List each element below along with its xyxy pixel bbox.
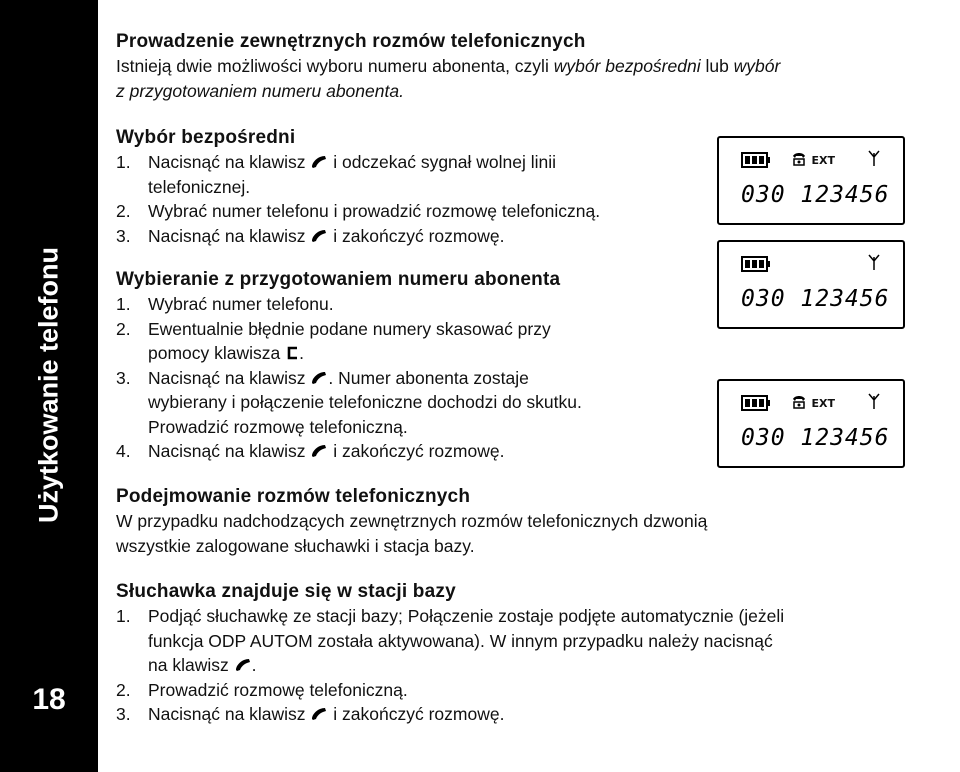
sidebar	[0, 0, 98, 772]
text: Nacisnąć na klawisz	[148, 225, 311, 246]
body-text: wszystkie zalogowane słuchawki i stacja bazy.	[116, 535, 475, 556]
step-number: 2.	[116, 318, 131, 339]
battery-icon	[741, 395, 771, 411]
intro-text-2	[116, 79, 936, 104]
handset-icon	[310, 154, 328, 170]
list-item	[116, 439, 716, 464]
dialed-number: 030 123456	[741, 425, 890, 451]
text: Nacisnąć na klawisz	[148, 704, 311, 724]
dialed-number: 030 123456	[741, 182, 890, 208]
list-item	[116, 292, 716, 317]
line-phone-icon	[791, 393, 807, 409]
section-direct	[116, 126, 716, 248]
handset-icon	[310, 443, 328, 459]
text: lub	[700, 56, 734, 76]
text: Istnieją dwie możliwości wyboru numeru abonenta, czyli	[116, 56, 554, 76]
section-incoming	[116, 485, 936, 558]
step-number: 3.	[116, 225, 131, 246]
step-number: 4.	[116, 441, 131, 461]
section-title: Podejmowanie rozmów telefonicznych	[116, 486, 471, 507]
handset-icon	[310, 228, 328, 244]
battery-icon	[741, 152, 771, 168]
section-in-base	[116, 580, 936, 727]
step-number: 3.	[116, 704, 131, 724]
step-number: 1.	[116, 294, 131, 314]
section-title: Wybieranie z przygotowaniem numeru abonenta	[116, 269, 561, 290]
handset-icon	[310, 706, 328, 722]
emphasis: wybór	[733, 56, 781, 76]
antenna-icon	[867, 253, 881, 271]
emphasis: wybór bezpośredni	[553, 56, 701, 76]
text: . Numer abonenta zostaje	[328, 367, 529, 388]
list-item	[116, 366, 716, 440]
line-status	[791, 393, 835, 412]
ext-label: EXT	[811, 397, 835, 410]
list-item	[116, 604, 936, 678]
text: Prowadzić rozmowę telefoniczną.	[148, 416, 408, 437]
lcd-display	[717, 240, 905, 329]
text: na klawisz	[148, 655, 234, 675]
antenna-icon	[867, 392, 881, 410]
section-title: Słuchawka znajduje się w stacji bazy	[116, 581, 456, 602]
line-phone-icon	[791, 150, 807, 166]
step-number: 1.	[116, 152, 131, 172]
text: .	[399, 80, 404, 101]
text: Nacisnąć na klawisz	[148, 441, 311, 461]
ext-label: EXT	[811, 154, 835, 167]
chapter-title: Użytkowanie telefonu	[33, 246, 64, 524]
step-number: 2.	[116, 679, 131, 700]
list-item	[116, 224, 716, 249]
text: pomocy klawisza	[148, 343, 286, 363]
body-text: W przypadku nadchodzących zewnętrznych rozmów telefonicznych dzwonią	[116, 511, 708, 531]
text: wybierany i połączenie telefoniczne dochodzi do skutku.	[148, 392, 582, 412]
step-number: 2.	[116, 201, 131, 221]
emphasis: z przygotowaniem numeru abonenta	[116, 80, 400, 101]
handset-icon	[310, 370, 328, 386]
step-number: 1.	[116, 606, 131, 626]
text: telefonicznej.	[148, 176, 251, 197]
lcd-display	[717, 379, 905, 468]
text: Nacisnąć na klawisz	[148, 152, 311, 172]
text: Wybrać numer telefonu i prowadzić rozmowę telefoniczną.	[148, 201, 601, 221]
text: Wybrać numer telefonu.	[148, 294, 334, 314]
lcd-display	[717, 136, 905, 225]
text: Podjąć słuchawkę ze stacji bazy; Połączenie zostaje podjęte automatycznie (jeżeli	[148, 606, 785, 626]
text: i zakończyć rozmowę.	[328, 441, 505, 461]
line-status	[791, 150, 835, 169]
text: Prowadzić rozmowę telefoniczną.	[148, 679, 408, 700]
list-item	[116, 150, 716, 199]
list-item	[116, 678, 936, 703]
section-title: Prowadzenie zewnętrznych rozmów telefonicznych	[116, 31, 586, 52]
battery-icon	[741, 256, 771, 272]
handset-icon	[234, 657, 252, 673]
page-number: 18	[32, 683, 66, 716]
text: Nacisnąć na klawisz	[148, 367, 311, 388]
section-title: Wybór bezpośredni	[116, 127, 296, 148]
text: i zakończyć rozmowę.	[328, 704, 505, 724]
step-number: 3.	[116, 367, 131, 388]
list-item	[116, 702, 936, 727]
intro-text	[116, 54, 936, 79]
text: Ewentualnie błędnie podane numery skasować przy	[148, 318, 551, 339]
section-outgoing	[116, 30, 936, 103]
text: i zakończyć rozmowę.	[328, 225, 505, 246]
list-item	[116, 199, 716, 224]
text: funkcja ODP AUTOM została aktywowana). W innym przypadku należy nacisnąć	[148, 630, 773, 651]
text: .	[251, 655, 257, 675]
section-predial	[116, 268, 716, 464]
list-item	[116, 317, 716, 366]
dialed-number: 030 123456	[741, 286, 890, 312]
text: i odczekać sygnał wolnej linii	[328, 152, 557, 172]
c-key-icon	[285, 345, 299, 361]
text: .	[299, 343, 305, 363]
antenna-icon	[867, 149, 881, 167]
